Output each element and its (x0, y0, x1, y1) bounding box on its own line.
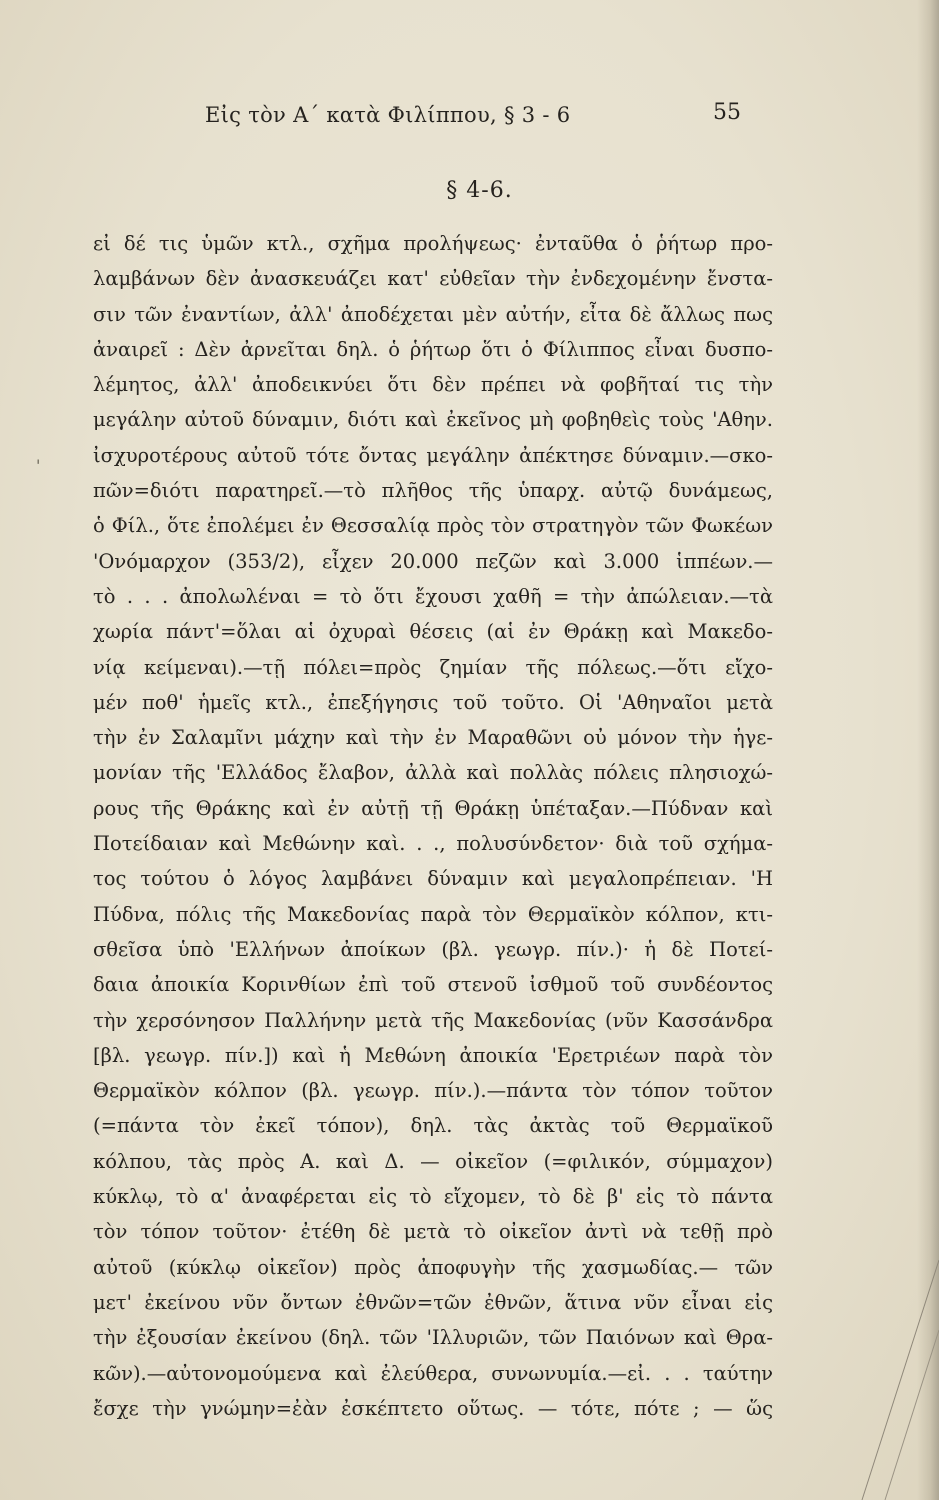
text-line: σθεῖσα ὑπὸ 'Ελλήνων ἀποίκων (βλ. γεωγρ. πίν.)· ἡ δὲ Ποτεί- (93, 937, 773, 961)
text-line: λέμητος, ἀλλ' ἀποδεικνύει ὅτι δὲν πρέπει νὰ φοβῆταί τις τὴν (93, 373, 773, 397)
text-line: αὐτοῦ (κύκλῳ οἰκεῖον) πρὸς ἀποφυγὴν τῆς χασμωδίας.— τῶν (93, 1255, 773, 1279)
running-title: Εἰς τὸν Α΄ κατὰ Φιλίππου, § 3 - 6 (205, 103, 571, 127)
text-line: ἰσχυροτέρους αὐτοῦ τότε ὄντας μεγάλην ἀπέκτησε δύναμιν.—σκο- (93, 443, 773, 467)
text-line: τὸν τόπον τοῦτον· ἐτέθη δὲ μετὰ τὸ οἰκεῖον ἀντὶ νὰ τεθῇ πρὸ (93, 1220, 773, 1244)
text-line: μεγάλην αὐτοῦ δύναμιν, διότι καὶ ἐκεῖνος μὴ φοβηθεὶς τοὺς 'Αθην. (93, 408, 773, 432)
text-line: χωρία πάντ'=ὅλαι αἱ ὀχυραὶ θέσεις (αἱ ἐν Θράκῃ καὶ Μακεδο- (93, 620, 773, 644)
text-line: ἔσχε τὴν γνώμην=ἐὰν ἐσκέπτετο οὕτως. — τότε, πότε ; — ὥς (93, 1396, 773, 1420)
section-heading: § 4-6. (446, 178, 513, 203)
text-line: τὴν ἐξουσίαν ἐκείνου (δηλ. τῶν 'Ιλλυριῶν, τῶν Παιόνων καὶ Θρα- (93, 1326, 773, 1350)
text-line: μονίαν τῆς 'Ελλάδος ἔλαβον, ἀλλὰ καὶ πολλὰς πόλεις πλησιοχώ- (93, 761, 773, 785)
text-line: τὸ . . . ἀπολωλέναι = τὸ ὅτι ἔχουσι χαθῆ = τὴν ἀπώλειαν.—τὰ (93, 584, 773, 608)
text-line: ἀναιρεῖ : Δὲν ἀρνεῖται δηλ. ὁ ῥήτωρ ὅτι ὁ Φίλιππος εἶναι δυσπο- (93, 337, 773, 361)
text-line: λαμβάνων δὲν ἀνασκευάζει κατ' εὐθεῖαν τὴν ἐνδεχομένην ἔνστα- (93, 267, 773, 291)
text-line: κῶν).—αὐτονομούμενα καὶ ἐλεύθερα, συνωνυμία.—εἰ. . . ταύτην (93, 1361, 773, 1385)
text-line: 'Ονόμαρχον (353/2), εἶχεν 20.000 πεζῶν καὶ 3.000 ἱππέων.— (93, 549, 773, 573)
text-line: τὴν ἐν Σαλαμῖνι μάχην καὶ τὴν ἐν Μαραθῶνι οὐ μόνον τὴν ἡγε- (93, 726, 773, 750)
fold-line (885, 1330, 939, 1500)
text-line: Ποτείδαιαν καὶ Μεθώνην καὶ. . ., πολυσύνδετον· διὰ τοῦ σχήμα- (93, 832, 773, 856)
text-line: τος τούτου ὁ λόγος λαμβάνει δύναμιν καὶ μεγαλοπρέπειαν. 'Η (93, 867, 773, 891)
text-line: ὁ Φίλ., ὅτε ἐπολέμει ἐν Θεσσαλίᾳ πρὸς τὸν στρατηγὸν τῶν Φωκέων (93, 514, 773, 538)
text-line: εἰ δέ τις ὑμῶν κτλ., σχῆμα προλήψεως· ἐνταῦθα ὁ ῥήτωρ προ- (93, 232, 773, 255)
page-number: 55 (713, 100, 741, 125)
text-line: Πύδνα, πόλις τῆς Μακεδονίας παρὰ τὸν Θερμαϊκὸν κόλπον, κτι- (93, 902, 773, 926)
text-line: τὴν χερσόνησον Παλλήνην μετὰ τῆς Μακεδονίας (νῦν Κασσάνδρα (93, 1008, 773, 1032)
margin-mark: ' (36, 456, 41, 475)
text-line: [βλ. γεωγρ. πίν.]) καὶ ἡ Μεθώνη ἀποικία 'Ερετριέων παρὰ τὸν (93, 1043, 773, 1067)
text-line: ρους τῆς Θράκης καὶ ἐν αὐτῇ τῇ Θράκῃ ὑπέταξαν.—Πύδναν καὶ (93, 796, 773, 820)
fold-line (862, 1260, 939, 1500)
text-line: (=πάντα τὸν ἐκεῖ τόπον), δηλ. τὰς ἀκτὰς τοῦ Θερμαϊκοῦ (93, 1114, 773, 1138)
text-line: πῶν=διότι παρατηρεῖ.—τὸ πλῆθος τῆς ὑπαρχ. αὐτῷ δυνάμεως, (93, 479, 773, 503)
text-line: μετ' ἐκείνου νῦν ὄντων ἐθνῶν=τῶν ἐθνῶν, ἅτινα νῦν εἶναι εἰς (93, 1290, 773, 1314)
text-line: κόλπου, τὰς πρὸς Α. καὶ Δ. — οἰκεῖον (=φιλικόν, σύμμαχον) (93, 1149, 773, 1173)
text-line: μέν ποθ' ἡμεῖς κτλ., ἐπεξήγησις τοῦ τοῦτο. Οἱ 'Αθηναῖοι μετὰ (93, 690, 773, 714)
text-line: δαια ἀποικία Κορινθίων ἐπὶ τοῦ στενοῦ ἰσθμοῦ τοῦ συνδέοντος (93, 973, 773, 997)
text-line: Θερμαϊκὸν κόλπον (βλ. γεωγρ. πίν.).—πάντα τὸν τόπον τοῦτον (93, 1079, 773, 1103)
text-line: νίᾳ κείμεναι).—τῇ πόλει=πρὸς ζημίαν τῆς πόλεως.—ὅτι εἴχο- (93, 655, 773, 679)
text-line: κύκλῳ, τὸ α' ἀναφέρεται εἰς τὸ εἴχομεν, τὸ δὲ β' εἰς τὸ πάντα (93, 1185, 773, 1209)
text-line: σιν τῶν ἐναντίων, ἀλλ' ἀποδέχεται μὲν αὐτήν, εἶτα δὲ ἄλλως πως (93, 302, 773, 326)
